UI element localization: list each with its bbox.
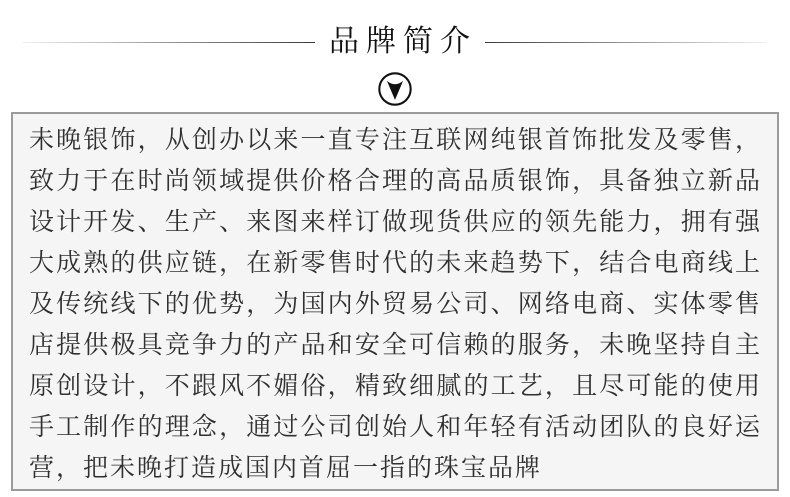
down-arrow-indicator — [0, 70, 790, 108]
brand-intro-text-line: 手工制作的理念，通过公司创始人和年轻有活动团队的良好运 — [29, 412, 762, 441]
brand-intro-box — [11, 112, 779, 491]
header-divider-right — [485, 42, 767, 43]
brand-intro-text-line: 致力于在时尚领域提供价格合理的高品质银饰，具备独立新品 — [29, 166, 762, 195]
brand-intro-text-line: 设计开发、生产、来图来样订做现货供应的领先能力，拥有强 — [29, 207, 762, 236]
section-title: 品牌简介 — [329, 24, 477, 59]
brand-intro-text-line: 店提供极具竞争力的产品和安全可信赖的服务，未晚坚持自主 — [29, 330, 762, 359]
circle-down-arrow-icon — [376, 70, 414, 108]
header-divider-left — [23, 42, 315, 43]
brand-intro-text-line: 原创设计，不跟风不媚俗，精致细腻的工艺，且尽可能的使用 — [29, 371, 762, 400]
section-header — [0, 26, 790, 58]
brand-intro-text-line: 营，把未晚打造成国内首屈一指的珠宝品牌 — [29, 453, 543, 482]
brand-intro-text-line: 大成熟的供应链，在新零售时代的未来趋势下，结合电商线上 — [29, 248, 762, 277]
brand-intro-text-line: 未晚银饰，从创办以来一直专注互联网纯银首饰批发及零售， — [29, 125, 762, 154]
brand-intro-text-line: 及传统线下的优势，为国内外贸易公司、网络电商、实体零售 — [29, 289, 762, 318]
